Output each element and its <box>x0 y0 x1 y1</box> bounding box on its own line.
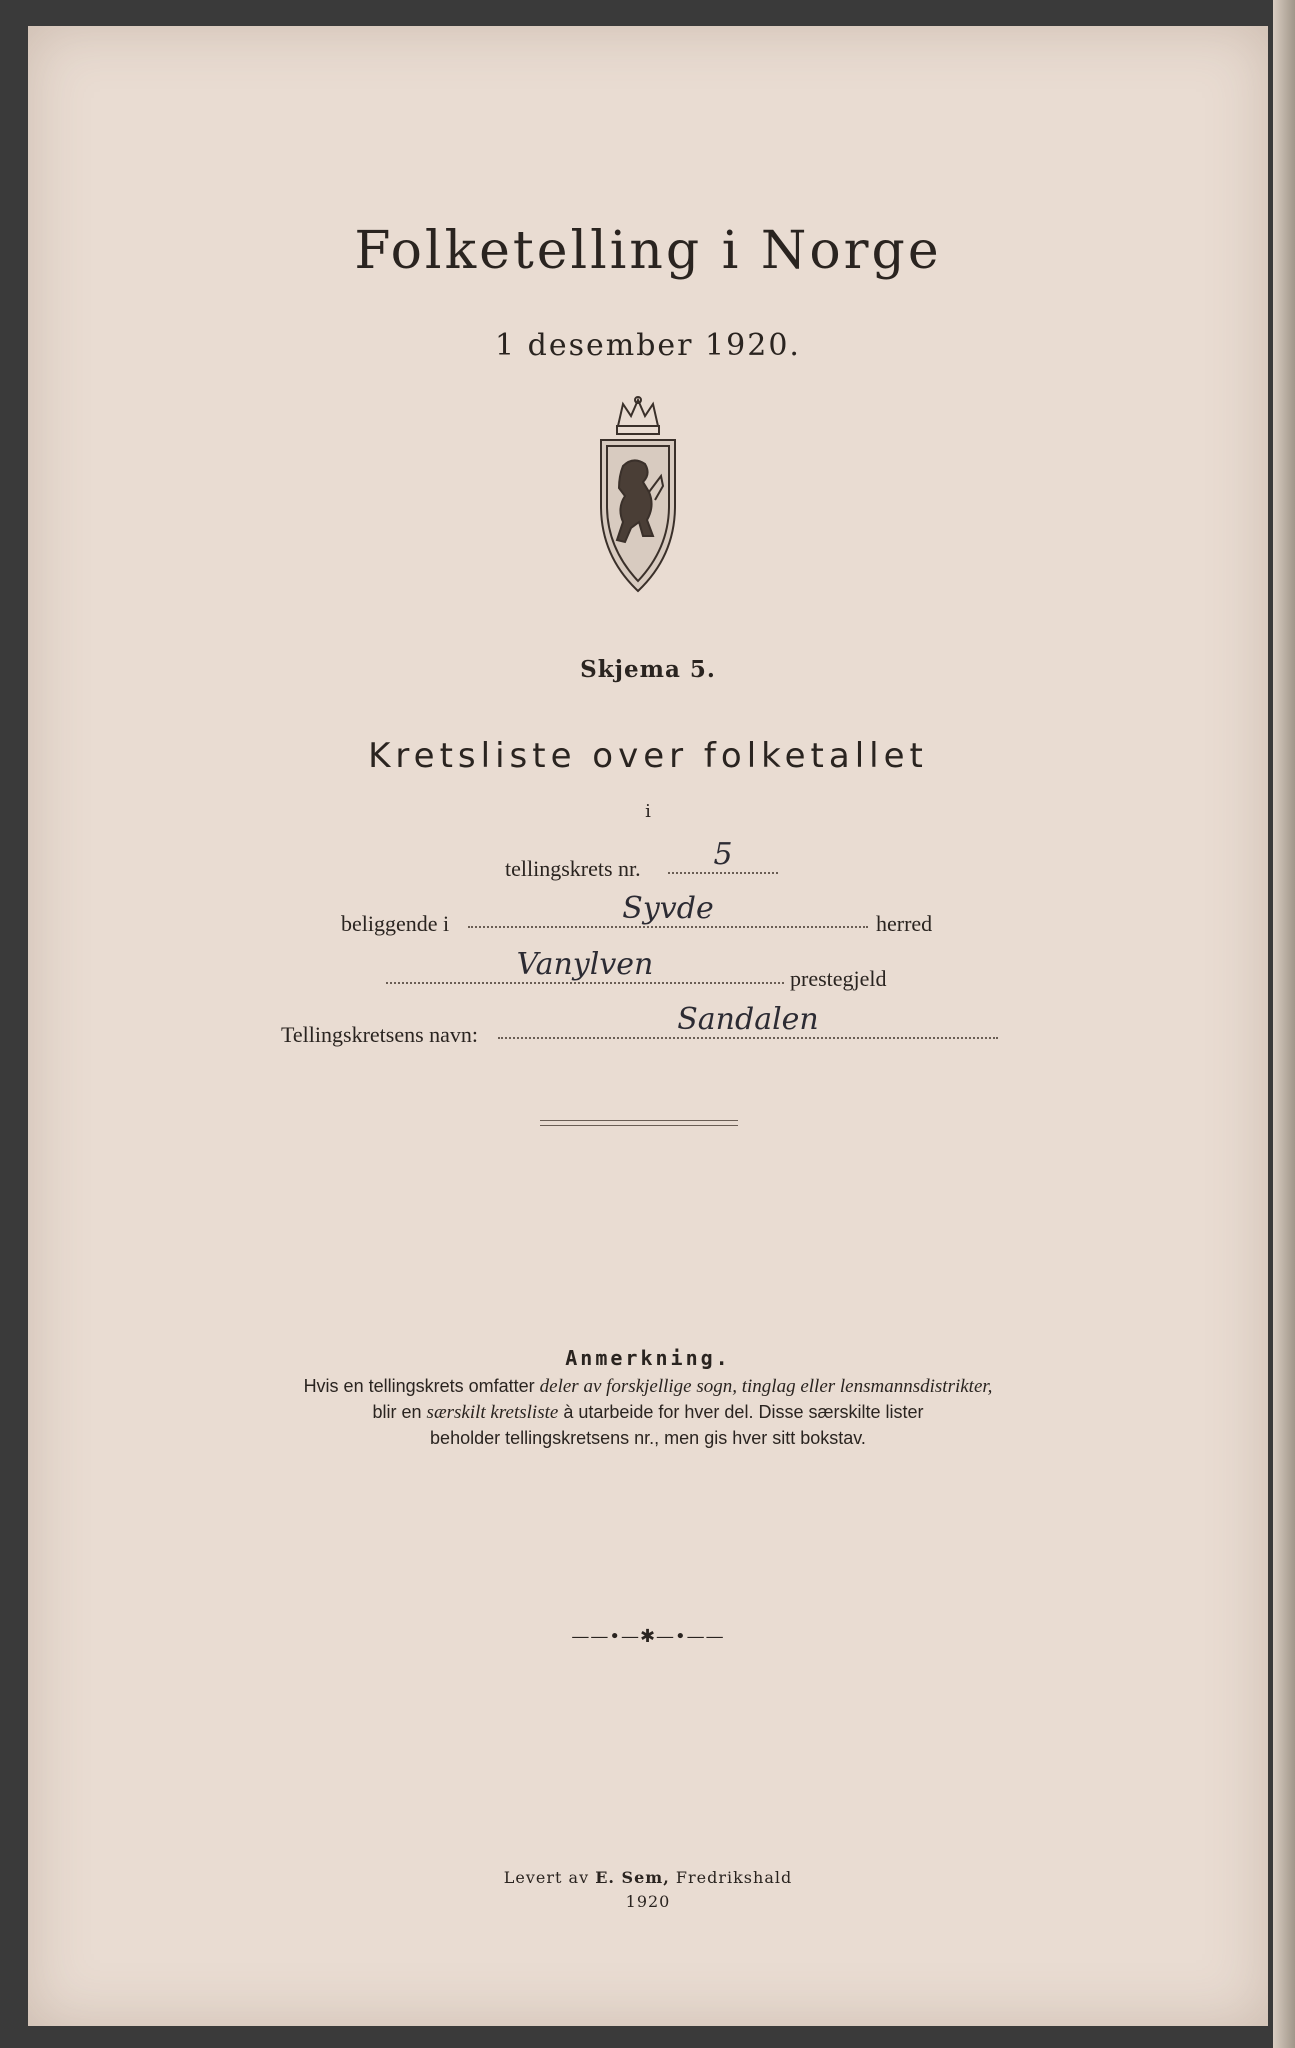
preposition: i <box>645 801 651 822</box>
note-line-2 <box>28 1402 1268 1424</box>
krets-name-label: Tellingskretsens navn: <box>281 1022 479 1047</box>
printer-credit-prefix: Levert av <box>503 1868 596 1887</box>
page-edge <box>1273 0 1295 2048</box>
herred-field[interactable]: Syvde <box>468 892 868 928</box>
norwegian-coat-of-arms-icon <box>593 396 683 596</box>
note-line-1-emphasis: deler av forskjellige sogn, tinglag eller lensmannsdistrikter, <box>539 1376 993 1397</box>
note-line-2-text-b: à utarbeide for hver del. Disse særskilte lister <box>558 1402 924 1422</box>
form-title: Folketelling i Norge <box>354 221 942 281</box>
note-line-1 <box>28 1376 1268 1398</box>
note-line-2-emphasis: særskilt kretsliste <box>426 1402 559 1423</box>
note-line-2-text-a: blir en <box>372 1402 427 1422</box>
note-line-1-text: Hvis en tellingskrets omfatter <box>303 1376 540 1396</box>
printer-credit <box>28 1868 1268 1887</box>
prestegjeld-label: prestegjeld <box>790 966 887 991</box>
note-line-3: beholder tellingskretsens nr., men gis hver sitt bokstav. <box>430 1428 866 1448</box>
herred-label: herred <box>876 911 933 936</box>
census-date: 1 desember 1920. <box>495 328 801 363</box>
beliggende-label: beliggende i <box>341 911 450 936</box>
printer-location: Fredrikshald <box>669 1868 793 1887</box>
print-year: 1920 <box>625 1892 671 1911</box>
schema-number: Skjema 5. <box>580 656 716 683</box>
printer-name: E. Sem, <box>595 1868 670 1887</box>
ornament-divider: ——•—✱—•—— <box>571 1626 725 1647</box>
note-heading: Anmerkning. <box>565 1346 731 1370</box>
census-form-page <box>28 26 1268 2026</box>
list-title: Kretsliste over folketallet <box>368 736 928 776</box>
prestegjeld-field[interactable]: Vanylven <box>386 948 784 984</box>
divider-rule <box>540 1120 738 1126</box>
krets-label: tellingskrets nr. <box>505 856 641 881</box>
krets-name-field[interactable]: Sandalen <box>498 1003 998 1039</box>
krets-number-field[interactable]: 5 <box>668 838 778 874</box>
